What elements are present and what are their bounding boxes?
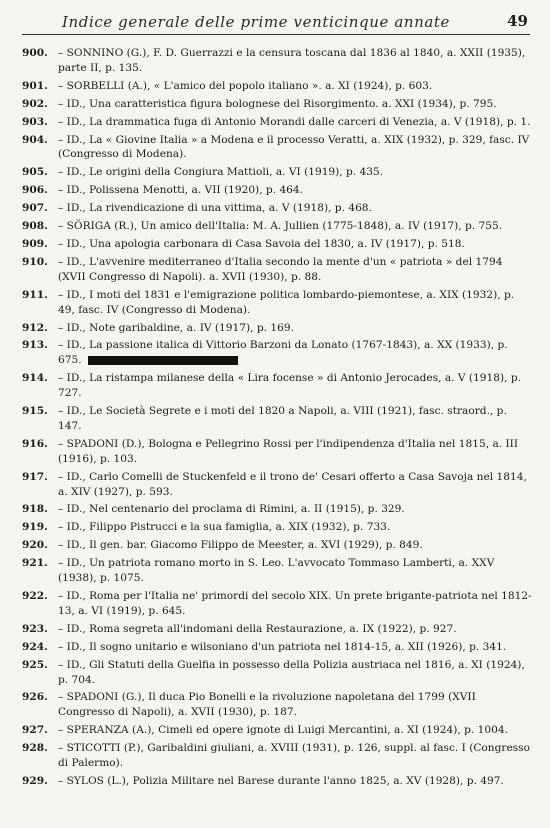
entry-text: – ID., La rivendicazione di una vittima, a. V (1918), p. 468. — [58, 202, 372, 215]
bibliography-entry — [22, 502, 532, 517]
bibliography-entry — [22, 371, 532, 401]
bibliography-entry — [22, 437, 532, 467]
entry-number: 920. — [22, 539, 48, 552]
entry-text: – ID., Un patriota romano morto in S. Leo. L'avvocato Tommaso Lamberti, a. XXV (1938), p. 1075. — [58, 557, 495, 585]
page-header — [22, 0, 530, 34]
bibliography-entry — [22, 219, 532, 234]
entry-text: – ID., La drammatica fuga di Antonio Morandi dalle carceri di Venezia, a. V (1918), p. 1. — [58, 115, 531, 128]
entry-text: – ID., Le Società Segrete e i moti del 1820 a Napoli, a. VIII (1921), fasc. straord., p. 147. — [58, 405, 507, 432]
bibliography-entry — [22, 97, 532, 112]
entry-text: – SONNINO (G.), F. D. Guerrazzi e la censura toscana dal 1836 al 1840, a. XXII (1935), parte II, p. 135. — [58, 47, 526, 74]
entry-number: 918. — [22, 503, 48, 516]
page-number: 49 — [507, 12, 528, 30]
entry-text: – ID., Il gen. bar. Giacomo Filippo de Meester, a. XVI (1929), p. 849. — [58, 539, 423, 552]
entry-text: – ID., L'avvenire mediterraneo d'Italia secondo la mente d'un « patriota » del 1794 (XVII Congresso di Napoli). a. XVII (1930), p. 88. — [58, 255, 503, 283]
redaction-bar — [88, 356, 238, 365]
entry-text: – SORBELLI (A.), « L'amico del popolo italiano ». a. XI (1924), p. 603. — [58, 79, 433, 92]
entry-number: 915. — [22, 405, 48, 418]
entry-number: 924. — [22, 640, 48, 653]
bibliography-entry — [22, 115, 532, 130]
bibliography-entry — [22, 723, 532, 738]
entry-text: – ID., La ristampa milanese della « Lira focense » di Antonio Jerocades, a. V (1918), p. 727. — [58, 372, 522, 400]
entry-number: 919. — [22, 521, 48, 534]
entry-number: 910. — [22, 255, 48, 268]
entry-number: 903. — [22, 115, 48, 128]
entry-number: 908. — [22, 220, 48, 233]
bibliography-entry — [22, 470, 532, 500]
entry-number: 913. — [22, 339, 48, 352]
bibliography-entry — [22, 237, 532, 252]
bibliography-entry — [22, 201, 532, 216]
entry-number: 923. — [22, 622, 48, 635]
entry-text: – ID., Roma segreta all'indomani della Restaurazione, a. IX (1922), p. 927. — [58, 622, 457, 635]
entry-text: – ID., I moti del 1831 e l'emigrazione politica lombardo-piemontese, a. XIX (1932), p. 49, fasc. IV (Congresso di Modena). — [58, 288, 515, 316]
entry-number: 909. — [22, 237, 48, 250]
running-title: Indice generale delle prime venticinque annate — [61, 13, 451, 31]
entry-text: – ID., La passione italica di Vittorio Barzoni da Lonato (1767-1843), a. XX (1933), p. 675. — [58, 339, 508, 367]
entry-number: 921. — [22, 557, 48, 570]
entry-number: 929. — [22, 774, 48, 787]
entry-number: 911. — [22, 288, 48, 301]
bibliography-entry — [22, 46, 532, 76]
entry-number: 906. — [22, 184, 48, 197]
bibliography-entry — [22, 338, 532, 368]
bibliography-entry — [22, 288, 532, 318]
entry-number: 904. — [22, 133, 48, 146]
entry-number: 900. — [22, 47, 48, 59]
entry-text: – ID., Una apologia carbonara di Casa Savoia del 1830, a. IV (1917), p. 518. — [58, 237, 465, 250]
entry-number: 926. — [22, 691, 48, 704]
bibliography-entry — [22, 622, 532, 637]
bibliography-entry — [22, 658, 532, 688]
entry-text: – ID., Polissena Menotti, a. VII (1920), p. 464. — [58, 184, 304, 197]
bibliography-entry — [22, 133, 532, 163]
header-rule — [22, 34, 530, 35]
entry-text: – ID., Note garibaldine, a. IV (1917), p. 169. — [58, 321, 294, 334]
bibliography-entry — [22, 589, 532, 619]
entry-number: 905. — [22, 166, 48, 179]
entry-number: 914. — [22, 372, 48, 385]
entry-text: – STICOTTI (P.), Garibaldini giuliani, a. XVIII (1931), p. 126, suppl. al fasc. I (Congresso di Palermo). — [58, 742, 531, 770]
entry-text: – ID., Una caratteristica figura bolognese del Risorgimento. a. XXI (1934), p. 795. — [58, 97, 497, 110]
entry-text: – SÖRIGA (R.), Un amico dell'Italia: M. A. Jullien (1775-1848), a. IV (1917), p. 755. — [58, 220, 503, 233]
entry-number: 902. — [22, 97, 48, 110]
entry-number: 917. — [22, 470, 48, 483]
entry-number: 928. — [22, 742, 48, 755]
bibliography-entry — [22, 165, 532, 180]
bibliography-entry — [22, 690, 532, 720]
entry-text: – ID., Gli Statuti della Guelfia in possesso della Polizia austriaca nel 1816, a. XI (1924), p. 704. — [58, 658, 525, 686]
entry-text: – SPADONI (D.), Bologna e Pellegrino Rossi per l'indipendenza d'Italia nel 1815, a. III (1916), p. 103. — [58, 437, 519, 465]
entry-number: 912. — [22, 321, 48, 334]
bibliography-entry — [22, 404, 532, 434]
entry-text: – ID., Filippo Pistrucci e la sua famiglia, a. XIX (1932), p. 733. — [58, 521, 391, 534]
entry-number: 901. — [22, 79, 48, 92]
entry-number: 922. — [22, 590, 48, 602]
entry-text: – ID., Nel centenario del proclama di Rimini, a. II (1915), p. 329. — [58, 503, 405, 516]
entry-number: 907. — [22, 202, 48, 215]
entry-text: – ID., Le origini della Congiura Mattioli, a. VI (1919), p. 435. — [58, 166, 384, 179]
bibliography-entry — [22, 520, 532, 535]
entry-number: 925. — [22, 658, 48, 671]
bibliography-entry — [22, 774, 532, 789]
bibliography-entry — [22, 741, 532, 771]
entry-text: – SPADONI (G.), Il duca Pio Bonelli e la rivoluzione napoletana del 1799 (XVII Congresso di Napoli), a. XVII (1930), p. 187. — [58, 691, 476, 719]
entry-number: 927. — [22, 724, 48, 737]
bibliography-entry — [22, 183, 532, 198]
entry-text: – SYLOS (L.), Polizia Militare nel Barese durante l'anno 1825, a. XV (1928), p. 497. — [58, 774, 504, 787]
bibliography-entry — [22, 640, 532, 655]
entry-text: – ID., Roma per l'Italia ne' primordi del secolo XIX. Un prete brigante-patriota nel 1812-13, a. VI (1919), p. 645. — [58, 590, 532, 617]
bibliography-list — [22, 46, 532, 789]
entry-number: 916. — [22, 437, 48, 450]
bibliography-entry — [22, 255, 532, 285]
bibliography-entry — [22, 556, 532, 586]
entry-text: – ID., La « Giovine Italia » a Modena e il processo Veratti, a. XIX (1932), p. 329, fasc. IV (Congresso di Modena). — [58, 133, 530, 161]
bibliography-entry — [22, 79, 532, 94]
entry-text: – SPERANZA (A.), Cimeli ed opere ignote di Luigi Mercantini, a. XI (1924), p. 1004. — [58, 724, 508, 737]
entry-text: – ID., Carlo Comelli de Stuckenfeld e il trono de' Cesari offerto a Casa Savoja nel 1814, a. XIV (1927), p. 593. — [58, 470, 527, 498]
bibliography-entry — [22, 321, 532, 336]
bibliography-entry — [22, 538, 532, 553]
entry-text: – ID., Il sogno unitario e wilsoniano d'un patriota nel 1814-15, a. XII (1926), p. 341. — [58, 640, 507, 653]
